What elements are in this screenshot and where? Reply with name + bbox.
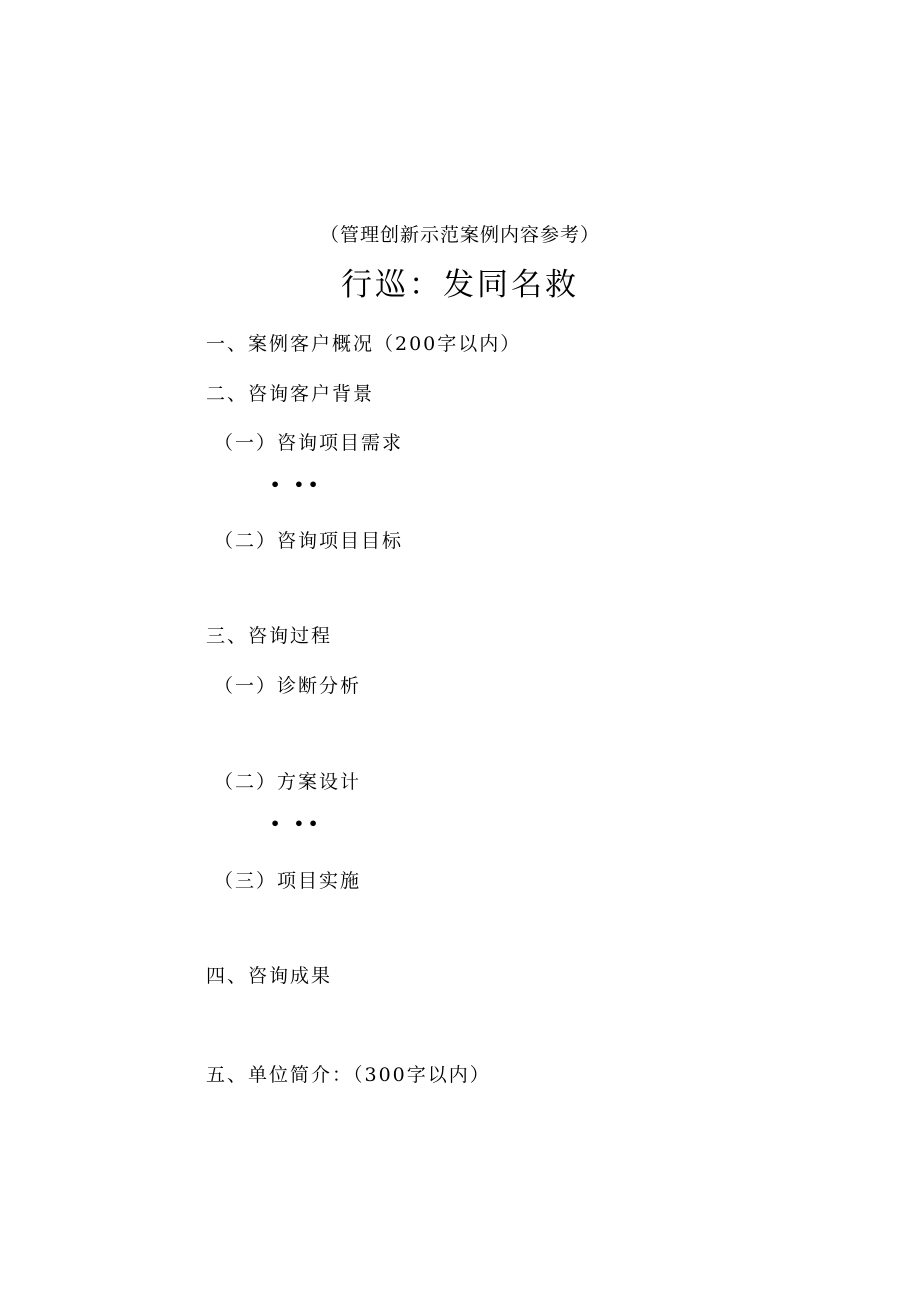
page-subtitle: （管理创新示范案例内容参考）	[319, 224, 600, 246]
section-heading-consulting-results: 四、咨询成果	[206, 965, 333, 987]
subsection-heading-project-goals: （二）咨询项目目标	[214, 530, 404, 552]
subsection-heading-solution-design: （二）方案设计	[214, 771, 362, 793]
section-heading-consulting-process: 三、咨询过程	[206, 625, 333, 647]
subsection-heading-project-implementation: （三）项目实施	[214, 870, 362, 892]
subsection-heading-diagnostic-analysis: （一）诊断分析	[214, 675, 362, 697]
section-heading-customer-overview: 一、案例客户概况（200字以内）	[206, 333, 522, 355]
page-title: 行巡：发同名救	[341, 267, 579, 303]
ellipsis-dots: • ••	[270, 814, 323, 833]
section-heading-customer-background: 二、咨询客户背景	[206, 383, 375, 405]
section-heading-organization-intro: 五、单位简介：（300字以内）	[206, 1064, 491, 1086]
ellipsis-dots: • ••	[270, 475, 323, 494]
subsection-heading-project-requirements: （一）咨询项目需求	[214, 432, 404, 454]
